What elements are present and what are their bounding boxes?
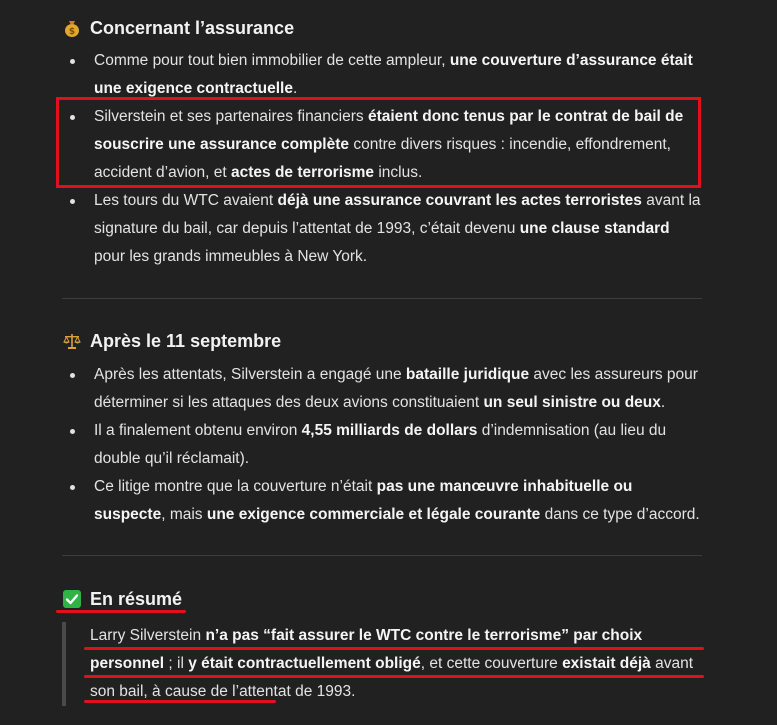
- check-mark-icon: [62, 589, 82, 609]
- list-item: Comme pour tout bien immobilier de cette ampleur, une couverture d’assurance était une exigence contractuelle.: [94, 47, 702, 103]
- list-item: Après les attentats, Silverstein a engagé une bataille juridique avec les assureurs pour déterminer si les attaques des deux avions constituaient un seul sinistre ou deux.: [94, 361, 702, 417]
- section-after-911-heading: [62, 329, 702, 353]
- list-item: Les tours du WTC avaient déjà une assurance couvrant les actes terroristes avant la signature du bail, car depuis l’attentat de 1993, c’était devenu une clause standard pour les grands immeubles à New York.: [94, 187, 702, 271]
- section-summary-title: En résumé: [90, 589, 183, 609]
- underline-annotation: [84, 700, 276, 703]
- section-after-911-title: Après le 11 septembre: [90, 331, 282, 351]
- list-item: Ce litige montre que la couverture n’était pas une manœuvre inhabituelle ou suspecte, mais une exigence commerciale et légale courante dans ce type d’accord.: [94, 473, 702, 529]
- divider: [62, 298, 702, 299]
- section-summary-heading: [62, 587, 702, 611]
- section-summary: [62, 587, 702, 611]
- highlight-box: [56, 97, 701, 188]
- svg-text:$: $: [68, 27, 76, 37]
- summary-blockquote: Larry Silverstein n’a pas “fait assurer le WTC contre le terrorisme” par choix personnel ; il y était contractuellement obligé, et cette couverture existait déjà avant son bail, à cause de l’attentat de 1993.: [62, 622, 702, 706]
- underline-annotation: [84, 675, 704, 678]
- underline-annotation: [84, 647, 704, 650]
- section-after-911-list: [62, 361, 702, 529]
- section-insurance-title: Concernant l’assurance: [90, 18, 295, 38]
- section-after-911: [62, 329, 702, 529]
- money-bag-icon: [62, 18, 82, 38]
- list-item: Il a finalement obtenu environ 4,55 milliards de dollars d’indemnisation (au lieu du double qu’il réclamait).: [94, 417, 702, 473]
- section-insurance-heading: [62, 16, 702, 40]
- divider: [62, 555, 702, 556]
- scales-icon: [62, 331, 82, 351]
- underline-annotation: [56, 610, 186, 613]
- list-item: Silverstein et ses partenaires financiers étaient donc tenus par le contrat de bail de souscrire une assurance complète contre divers risques : incendie, effondrement, accident d’avion, et actes de terrorisme inclus.: [94, 103, 702, 187]
